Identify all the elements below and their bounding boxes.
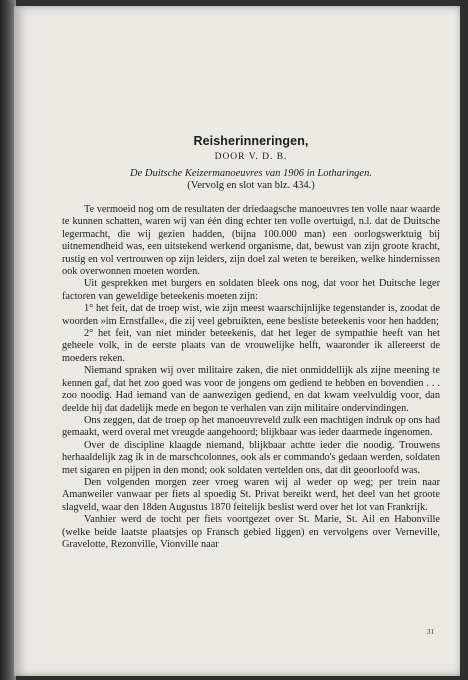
paragraph-7: Over de discipline klaagde niemand, blijkbaar achtte ieder die noodig. Trouwens herhaaldelijk zag ik in de marschcolonnes, ook als er commando's gedaan werden, soldaten met sigaren en pijpen in den mond; ook soldaten vertelden ons, dat dit geoorloofd was. bbox=[62, 439, 440, 476]
paragraph-1: Te vermoeid nog om de resultaten der driedaagsche manoeuvres ten volle naar waarde te kunnen schatten, waren wij van één ding echter ten volle overtuigd, n.l. dat de Duitsche legermacht, die wij gezien hadden, (bijna 100.000 man) een oorlogswerktuig bij uitnemendheid was, een uitstekend werkend organisme, dat, bewust van zijn groote kracht, rustig en vol vertrouwen op zijn leiders, zijn doel zal weten te bereiken, welke hindernissen ook overwonnen moeten worden. bbox=[62, 204, 440, 278]
paragraph-2: Uit gesprekken met burgers en soldaten bleek ons nog, dat voor het Duitsche leger factoren van geweldige beteekenis moeten zijn: bbox=[62, 278, 440, 302]
paragraph-8: Den volgenden morgen zeer vroeg waren wij al weder op weg; per trein naar Amanweiler vanwaar per fiets al spoedig St. Privat bereikt werd, het deel van het groote slagveld, waar den 18den Augustus 1870 feitelijk beslist werd over het lot van Frankrijk. bbox=[62, 476, 440, 513]
continuation-note: (Vervolg en slot van blz. 434.) bbox=[187, 180, 315, 191]
paragraph-9: Vanhier werd de tocht per fiets voortgezet over St. Marie, St. Ail en Habonville (welke beide laatste plaatsjes op Fransch gebied liggen) en vervolgens over Verneville, Gravelotte, Rezonville, Vionville naar bbox=[62, 514, 440, 550]
page-folio: 31 bbox=[427, 628, 434, 636]
paragraph-5: Niemand spraken wij over militaire zaken, die niet onmiddellijk als zijne meening te kennen gaf, dat het zoo goed was voor de jongens om gediend te hebben en bovendien . . . zoo noodig. Had iemand van de aanwezigen gediend, en dat kwam veelvuldig voor, dan deelde hij dat dadelijk mede en begon te verhalen van zijn militaire ondervindingen. bbox=[62, 365, 440, 414]
article-author: DOOR V. D. B. bbox=[214, 152, 288, 162]
paragraph-6: Ons zeggen, dat de troep op het manoeuvreveld zulk een machtigen indruk op ons had gemaakt, werd overal met vreugde aangehoord; blijkbaar was ieder daarmede ingenomen. bbox=[62, 414, 440, 439]
paragraph-4: 2° het feit, van niet minder beteekenis, dat het leger de sympathie heeft van het geheele volk, in de eerste plaats van de vrouwelijke helft, waaronder ik allereerst de moeders reken. bbox=[62, 328, 440, 364]
article-subtitle: De Duitsche Keizermanoeuvres van 1906 in Lotharingen. bbox=[130, 168, 372, 179]
article-title: Reisherinneringen, bbox=[193, 134, 309, 148]
page-content bbox=[62, 134, 440, 551]
paragraph-3: 1° het feit, dat de troep wist, wie zijn meest waarschijnlijke tegenstander is, zoodat de woorden »im Ernstfalle«, die zij veel gebruikten, eene besliste beteekenis voor hen hadden; bbox=[62, 303, 440, 327]
book-page bbox=[14, 6, 460, 676]
